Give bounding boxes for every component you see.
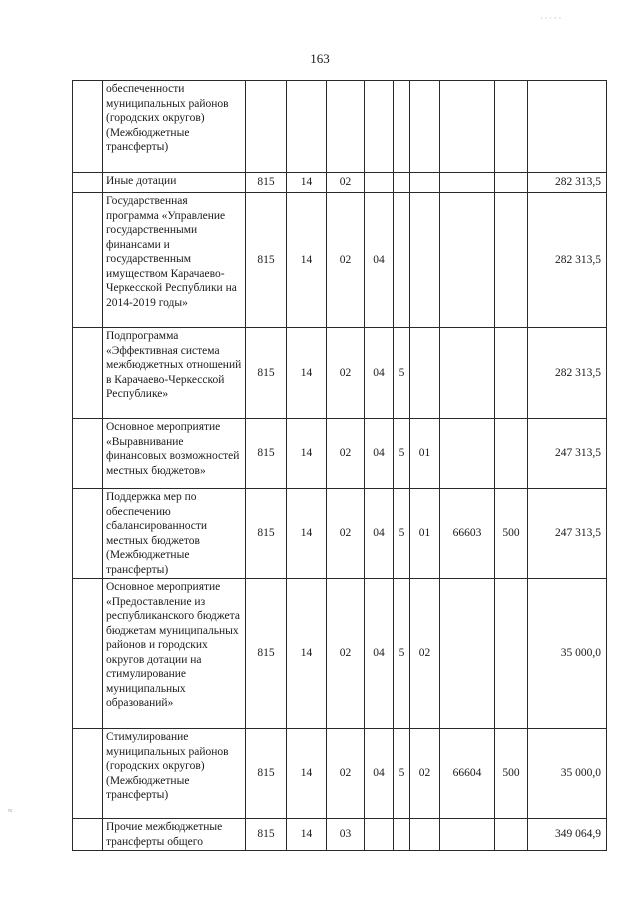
measure-code-cell <box>410 173 440 193</box>
section-code-cell: 14 <box>287 328 327 419</box>
table-row <box>73 489 607 579</box>
section-code-cell: 14 <box>287 579 327 729</box>
measure-code-cell <box>410 819 440 851</box>
direction-code-cell: 66603 <box>440 489 495 579</box>
grbs-code-cell: 815 <box>246 489 287 579</box>
grbs-code-cell <box>246 81 287 173</box>
program-code-cell: 04 <box>365 193 394 328</box>
row-number-cell <box>73 819 103 851</box>
program-code-cell <box>365 81 394 173</box>
expense-type-cell <box>495 193 528 328</box>
grbs-code-cell: 815 <box>246 419 287 489</box>
row-number-cell <box>73 729 103 819</box>
subsection-code-cell: 02 <box>327 193 365 328</box>
subsection-code-cell: 02 <box>327 173 365 193</box>
grbs-code-cell: 815 <box>246 193 287 328</box>
table-row <box>73 81 607 173</box>
scan-noise-mark: · · · · · <box>540 14 562 23</box>
amount-cell: 282 313,5 <box>528 193 607 328</box>
grbs-code-cell: 815 <box>246 328 287 419</box>
expense-type-cell <box>495 419 528 489</box>
measure-code-cell: 01 <box>410 419 440 489</box>
section-code-cell: 14 <box>287 193 327 328</box>
row-number-cell <box>73 193 103 328</box>
section-code-cell: 14 <box>287 489 327 579</box>
item-name-cell: Основное мероприятие «Предоставление из республиканского бюджета бюджетам муниципальных районов и городских округов дотации на стимулирование муниципальных образований» <box>103 579 246 729</box>
measure-code-cell <box>410 328 440 419</box>
grbs-code-cell: 815 <box>246 729 287 819</box>
expense-type-cell <box>495 173 528 193</box>
subprogram-code-cell: 5 <box>394 419 410 489</box>
item-name-cell: Стимулирование муниципальных районов (городских округов) (Межбюджетные трансферты) <box>103 729 246 819</box>
row-number-cell <box>73 579 103 729</box>
subsection-code-cell: 02 <box>327 579 365 729</box>
amount-cell: 35 000,0 <box>528 729 607 819</box>
direction-code-cell <box>440 819 495 851</box>
table-row <box>73 328 607 419</box>
table-row <box>73 173 607 193</box>
direction-code-cell <box>440 328 495 419</box>
measure-code-cell: 01 <box>410 489 440 579</box>
subsection-code-cell: 02 <box>327 729 365 819</box>
expense-type-cell: 500 <box>495 729 528 819</box>
item-name-cell: Иные дотации <box>103 173 246 193</box>
subprogram-code-cell <box>394 81 410 173</box>
measure-code-cell <box>410 193 440 328</box>
subprogram-code-cell: 5 <box>394 729 410 819</box>
direction-code-cell <box>440 193 495 328</box>
direction-code-cell <box>440 173 495 193</box>
amount-cell: 349 064,9 <box>528 819 607 851</box>
subsection-code-cell: 03 <box>327 819 365 851</box>
subsection-code-cell: 02 <box>327 328 365 419</box>
section-code-cell: 14 <box>287 819 327 851</box>
direction-code-cell: 66604 <box>440 729 495 819</box>
subprogram-code-cell <box>394 173 410 193</box>
amount-cell: 247 313,5 <box>528 489 607 579</box>
subprogram-code-cell: 5 <box>394 489 410 579</box>
expense-type-cell <box>495 328 528 419</box>
grbs-code-cell: 815 <box>246 173 287 193</box>
measure-code-cell <box>410 81 440 173</box>
subsection-code-cell <box>327 81 365 173</box>
expense-type-cell <box>495 819 528 851</box>
section-code-cell: 14 <box>287 173 327 193</box>
row-number-cell <box>73 81 103 173</box>
program-code-cell <box>365 173 394 193</box>
row-number-cell <box>73 173 103 193</box>
direction-code-cell <box>440 419 495 489</box>
item-name-cell: обеспеченности муниципальных районов (городских округов) (Межбюджетные трансферты) <box>103 81 246 173</box>
row-number-cell <box>73 328 103 419</box>
subprogram-code-cell: 5 <box>394 328 410 419</box>
program-code-cell: 04 <box>365 489 394 579</box>
row-number-cell <box>73 489 103 579</box>
page-number: 163 <box>310 51 330 66</box>
program-code-cell: 04 <box>365 419 394 489</box>
expense-type-cell <box>495 579 528 729</box>
section-code-cell <box>287 81 327 173</box>
amount-cell: 282 313,5 <box>528 328 607 419</box>
amount-cell: 247 313,5 <box>528 419 607 489</box>
direction-code-cell <box>440 579 495 729</box>
section-code-cell: 14 <box>287 729 327 819</box>
program-code-cell: 04 <box>365 729 394 819</box>
subprogram-code-cell <box>394 193 410 328</box>
subsection-code-cell: 02 <box>327 419 365 489</box>
subsection-code-cell: 02 <box>327 489 365 579</box>
direction-code-cell <box>440 81 495 173</box>
table-row <box>73 819 607 851</box>
subprogram-code-cell <box>394 819 410 851</box>
item-name-cell: Основное мероприятие «Выравнивание финансовых возможностей местных бюджетов» <box>103 419 246 489</box>
section-code-cell: 14 <box>287 419 327 489</box>
measure-code-cell: 02 <box>410 729 440 819</box>
row-number-cell <box>73 419 103 489</box>
expense-type-cell: 500 <box>495 489 528 579</box>
grbs-code-cell: 815 <box>246 579 287 729</box>
table-row <box>73 729 607 819</box>
grbs-code-cell: 815 <box>246 819 287 851</box>
item-name-cell: Поддержка мер по обеспечению сбалансированности местных бюджетов (Межбюджетные трансферты) <box>103 489 246 579</box>
program-code-cell: 04 <box>365 579 394 729</box>
program-code-cell <box>365 819 394 851</box>
amount-cell: 35 000,0 <box>528 579 607 729</box>
table-row <box>73 579 607 729</box>
amount-cell: 282 313,5 <box>528 173 607 193</box>
table-row <box>73 419 607 489</box>
expense-type-cell <box>495 81 528 173</box>
scan-noise-mark: ≈ <box>8 806 13 815</box>
amount-cell <box>528 81 607 173</box>
item-name-cell: Прочие межбюджетные трансферты общего <box>103 819 246 851</box>
program-code-cell: 04 <box>365 328 394 419</box>
subprogram-code-cell: 5 <box>394 579 410 729</box>
item-name-cell: Государственная программа «Управление государственными финансами и государственным имуществом Карачаево-Черкесской Республики на 2014-2019 годы» <box>103 193 246 328</box>
item-name-cell: Подпрограмма «Эффективная система межбюджетных отношений в Карачаево-Черкесской Республике» <box>103 328 246 419</box>
table-row <box>73 193 607 328</box>
budget-table <box>72 80 607 851</box>
measure-code-cell: 02 <box>410 579 440 729</box>
